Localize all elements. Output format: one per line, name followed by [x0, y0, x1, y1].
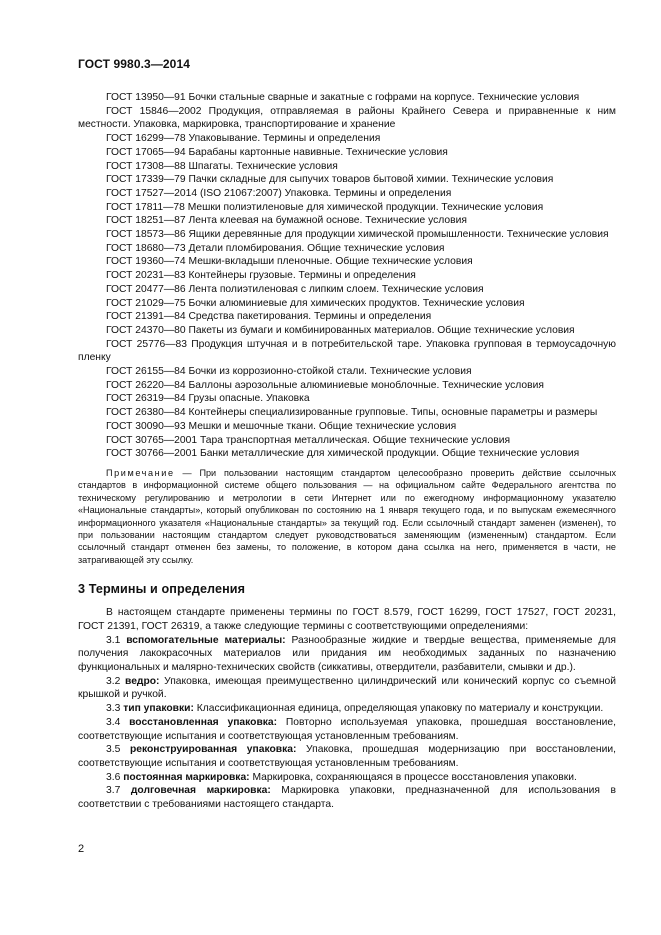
reference-item: ГОСТ 18680—73 Детали пломбирования. Общие технические условия [106, 242, 445, 254]
term-number: 3.3 [106, 703, 121, 715]
term-number: 3.5 [106, 744, 121, 756]
reference-item: ГОСТ 20477—86 Лента полиэтиленовая с липким слоем. Технические условия [106, 283, 484, 295]
term-name: долговечная маркировка: [130, 785, 271, 797]
term-number: 3.2 [106, 675, 121, 687]
term-number: 3.6 [106, 771, 121, 783]
reference-item: ГОСТ 21391—84 Средства пакетирования. Термины и определения [106, 311, 432, 323]
reference-item: ГОСТ 15846—2002 Продукция, отправляемая в районы Крайнего Севера и приравненные к ним местности. Упаковка, маркировка, транспортирование и хранение [78, 105, 616, 131]
document-header: ГОСТ 9980.3—2014 [78, 57, 191, 71]
reference-item: ГОСТ 18573—86 Ящики деревянные для продукции химической промышленности. Технические условия [106, 229, 609, 241]
term-definition [78, 634, 616, 675]
term-definition [78, 702, 616, 716]
reference-item: ГОСТ 26155—84 Бочки из коррозионно-стойкой стали. Технические условия [106, 366, 472, 378]
term-text: Маркировка упаковки, предназначенной для использования в соответствии с требованиями настоящего стандарта. [78, 785, 616, 811]
reference-item: ГОСТ 21029—75 Бочки алюминиевые для химических продуктов. Технические условия [106, 297, 525, 309]
term-name: восстановленная упаковка: [129, 716, 278, 728]
reference-item: ГОСТ 30090—93 Мешки и мешочные ткани. Общие технические условия [106, 420, 457, 432]
term-definition [78, 675, 616, 702]
reference-item: ГОСТ 26380—84 Контейнеры специализированные групповые. Типы, основные параметры и размеры [106, 407, 598, 419]
term-name: вспомогательные материалы: [126, 634, 286, 646]
term-text: Разнообразные жидкие и твердые вещества, применяемые для получения лакокрасочных материалов или придания им необходимых заданных по назначению функциональных и малярно-технических свойств (сиккативы, отвердители, разбавители, смывки и др.). [78, 634, 616, 674]
reference-item: ГОСТ 25776—83 Продукция штучная и в потребительской таре. Упаковка групповая в термоусадочную пленку [78, 338, 616, 364]
term-text: Маркировка, сохраняющаяся в процессе восстановления упаковки. [249, 771, 577, 783]
note-label: Примечание [106, 467, 175, 478]
section-title: 3 Термины и определения [78, 582, 246, 597]
term-number: 3.7 [106, 785, 121, 797]
term-definition [78, 716, 616, 743]
section-intro: В настоящем стандарте применены термины по ГОСТ 8.579, ГОСТ 16299, ГОСТ 17527, ГОСТ 20231, ГОСТ 21391, ГОСТ 26319, а также следующие термины с соответствующими определениями: [78, 607, 616, 632]
reference-item: ГОСТ 17308—88 Шпагаты. Технические условия [106, 160, 338, 172]
normative-references [78, 91, 616, 812]
reference-item: ГОСТ 17065—94 Барабаны картонные навивные. Технические условия [106, 146, 448, 158]
reference-item: ГОСТ 13950—91 Бочки стальные сварные и закатные с гофрами на корпусе. Технические условия [106, 92, 580, 103]
reference-item: ГОСТ 26220—84 Баллоны аэрозольные алюминиевые моноблочные. Технические условия [106, 379, 544, 391]
reference-item: ГОСТ 20231—83 Контейнеры грузовые. Термины и определения [106, 270, 416, 282]
reference-item: ГОСТ 16299—78 Упаковывание. Термины и определения [106, 133, 381, 145]
reference-item: ГОСТ 26319—84 Грузы опасные. Упаковка [106, 393, 310, 405]
reference-item: ГОСТ 30765—2001 Тара транспортная металлическая. Общие технические условия [106, 434, 511, 446]
term-number: 3.1 [106, 634, 121, 646]
reference-item: ГОСТ 17339—79 Пачки складные для сыпучих товаров бытовой химии. Технические условия [106, 174, 554, 186]
reference-item: ГОСТ 17811—78 Мешки полиэтиленовые для химической продукции. Технические условия [106, 201, 544, 213]
page-number: 2 [78, 843, 85, 855]
term-name: реконструированная упаковка: [129, 744, 297, 756]
term-definition [78, 784, 616, 811]
term-name: постоянная маркировка: [123, 771, 250, 783]
term-text: Повторно используемая упаковка, прошедшая восстановление, соответствующие испытания и соответствующая установленным требованиям. [78, 716, 616, 742]
reference-item: ГОСТ 17527—2014 (ISO 21067:2007) Упаковка. Термины и определения [106, 187, 452, 199]
reference-item: ГОСТ 18251—87 Лента клеевая на бумажной основе. Технические условия [106, 215, 467, 227]
note-text: — При пользовании настоящим стандартом целесообразно проверить действие ссылочных стандартов в информационной системе общего пользования — на официальном сайте Федерального агентства по техническому регулированию и метрологии в сети Интернет или по ежегодному информационному указателю «Национальные стандарты», который опубликован по состоянию на 1 января текущего года, и по выпускам ежемесячного информационного указателя «Национальные стандарты» за текущий год. Если ссылочный стандарт заменен (изменен), то при пользовании настоящим стандартом следует руководствоваться заменяющим (измененным) стандартом. Если ссылочный стандарт отменен без замены, то положение, в котором дана ссылка на него, применяется в части, не затрагивающей эту ссылку. [78, 467, 616, 565]
term-name: тип упаковки: [123, 703, 194, 715]
term-definition [78, 743, 616, 770]
reference-item: ГОСТ 24370—80 Пакеты из бумаги и комбинированных материалов. Общие технические условия [106, 324, 575, 336]
term-number: 3.4 [106, 716, 121, 728]
term-definition [78, 771, 616, 785]
term-name: ведро: [125, 675, 160, 687]
term-text: Упаковка, имеющая преимущественно цилиндрический или конический корпус со съемной крышкой и ручкой. [78, 675, 616, 701]
references-note [78, 467, 616, 566]
term-text: Классификационная единица, определяющая упаковку по материалу и конструкции. [193, 703, 604, 715]
reference-item: ГОСТ 30766—2001 Банки металлические для химической продукции. Общие технические условия [106, 448, 580, 460]
reference-item: ГОСТ 19360—74 Мешки-вкладыши пленочные. Общие технические условия [106, 256, 473, 268]
term-text: Упаковка, прошедшая модернизацию при восстановлении, соответствующие испытания и соответствующая установленным требованиям. [78, 744, 616, 769]
